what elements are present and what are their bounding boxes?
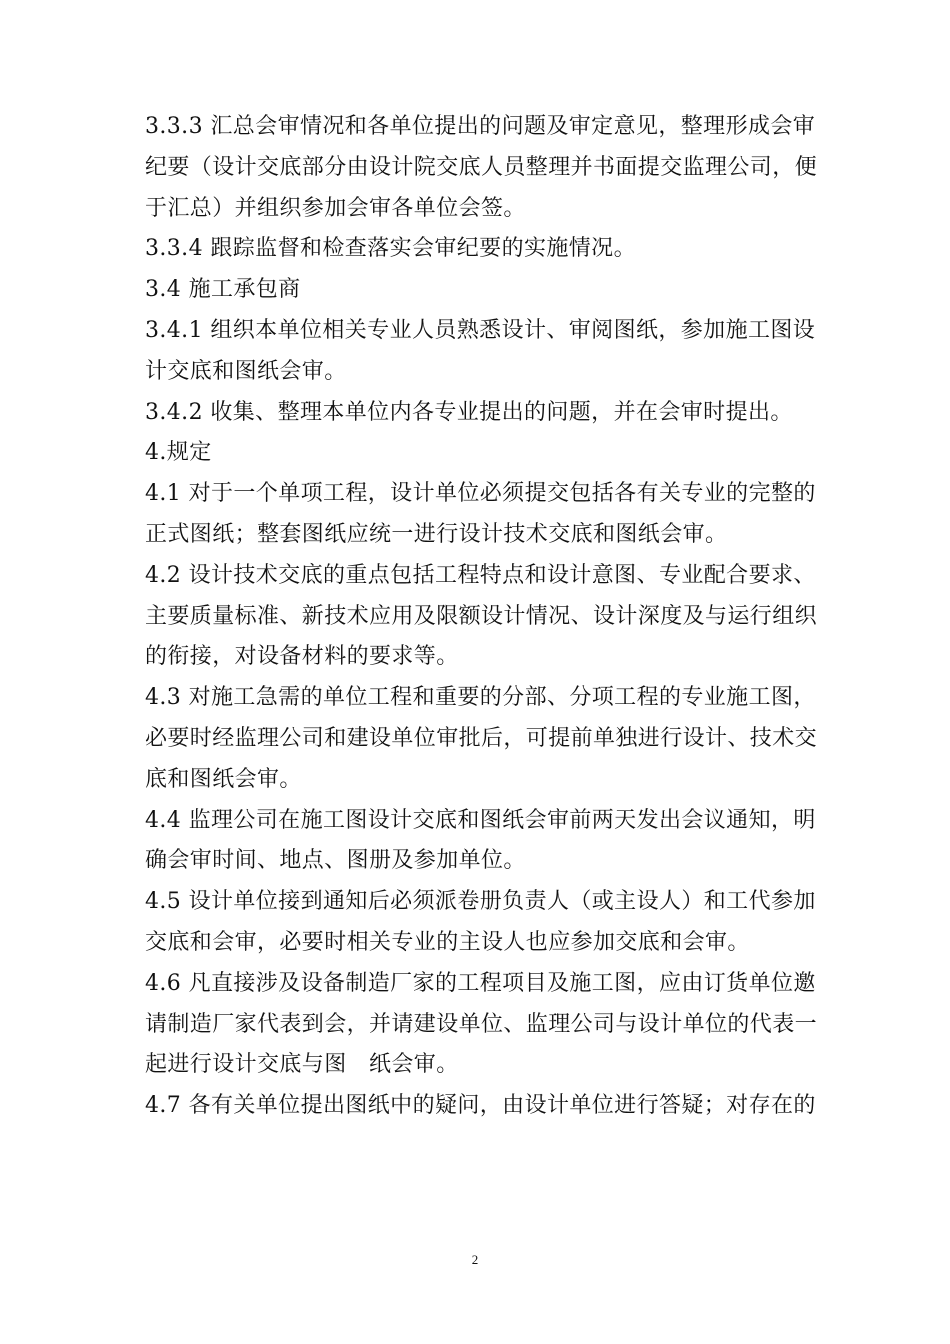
body-text — [145, 107, 818, 1127]
text-line: 4.1 对于一个单项工程，设计单位必须提交包括各有关专业的完整的 — [145, 481, 816, 507]
section-heading: 3.4 施工承包商 — [145, 277, 301, 303]
page-number: 2 — [471, 1252, 479, 1267]
text-line: 4.6 凡直接涉及设备制造厂家的工程项目及施工图，应由订货单位邀 — [145, 970, 816, 996]
text-line: 的衔接，对设备材料的要求等。 — [145, 644, 459, 670]
text-line: 纪要（设计交底部分由设计院交底人员整理并书面提交监理公司，便 — [145, 154, 818, 180]
text-line: 3.3.4 跟踪监督和检查落实会审纪要的实施情况。 — [145, 236, 636, 262]
text-line: 交底和会审，必要时相关专业的主设人也应参加交底和会审。 — [145, 929, 750, 955]
text-line: 4.7 各有关单位提出图纸中的疑问，由设计单位进行答疑；对存在的 — [145, 1093, 816, 1119]
text-line: 于汇总）并组织参加会审各单位会签。 — [145, 195, 526, 221]
text-line: 确会审时间、地点、图册及参加单位。 — [145, 848, 526, 874]
text-line: 请制造厂家代表到会，并请建设单位、监理公司与设计单位的代表一 — [145, 1011, 818, 1037]
text-line: 3.3.3 汇总会审情况和各单位提出的问题及审定意见，整理形成会审 — [145, 114, 816, 139]
text-line: 4.5 设计单位接到通知后必须派卷册负责人（或主设人）和工代参加 — [145, 889, 816, 915]
text-line: 主要质量标准、新技术应用及限额设计情况、设计深度及与运行组织 — [145, 603, 818, 629]
text-line: 3.4.1 组织本单位相关专业人员熟悉设计、审阅图纸，参加施工图设 — [145, 317, 816, 343]
text-line: 4.3 对施工急需的单位工程和重要的分部、分项工程的专业施工图， — [145, 685, 816, 711]
text-line: 底和图纸会审。 — [145, 766, 302, 792]
text-line: 正式图纸；整套图纸应统一进行设计技术交底和图纸会审。 — [145, 521, 728, 547]
text-line: 必要时经监理公司和建设单位审批后，可提前单独进行设计、技术交 — [145, 725, 818, 751]
text-line: 起进行设计交底与图 纸会审。 — [145, 1052, 459, 1078]
section-heading: 4.规定 — [145, 440, 212, 466]
text-line: 计交底和图纸会审。 — [145, 358, 347, 384]
text-line: 4.4 监理公司在施工图设计交底和图纸会审前两天发出会议通知，明 — [145, 807, 816, 833]
text-line: 3.4.2 收集、整理本单位内各专业提出的问题，并在会审时提出。 — [145, 399, 793, 425]
text-line: 4.2 设计技术交底的重点包括工程特点和设计意图、专业配合要求、 — [145, 562, 816, 588]
